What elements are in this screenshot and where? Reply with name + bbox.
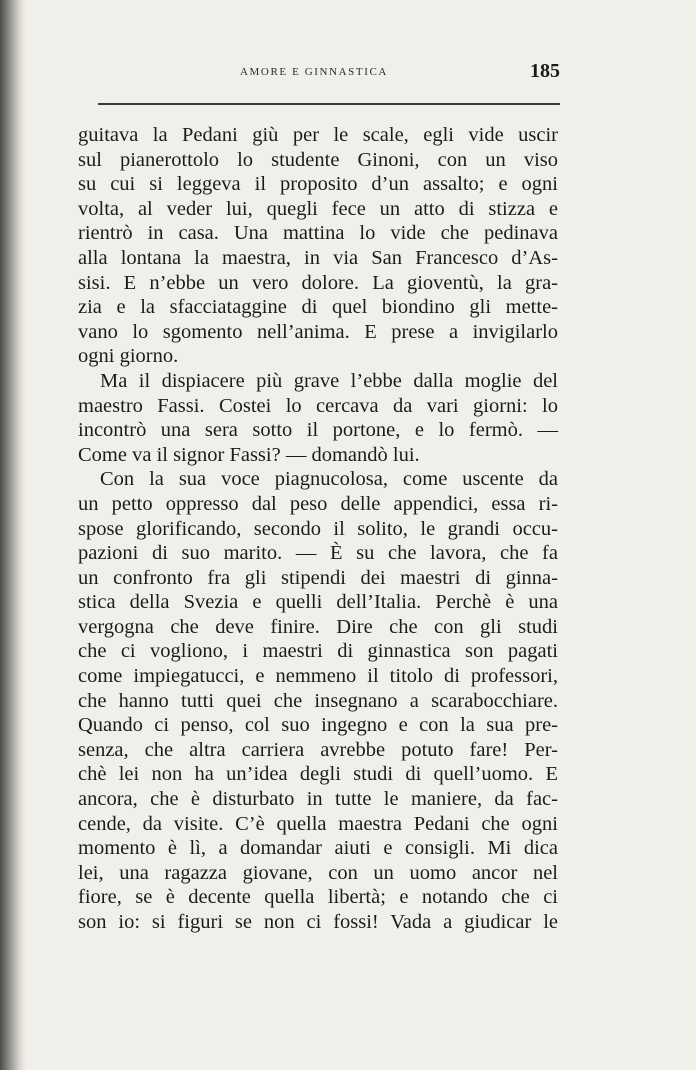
- text-line: vergogna che deve finire. Dire che con gli studi: [78, 615, 558, 638]
- text-line: stica della Svezia e quelli dell’Italia. Perchè è una: [78, 591, 558, 614]
- text-line: sisi. E n’ebbe un vero dolore. La gioventù, la gra-: [78, 271, 558, 294]
- page-number: 185: [530, 60, 560, 82]
- text-line: su cui si leggeva il proposito d’un assalto; e ogni: [78, 173, 558, 196]
- text-line: Ma il dispiacere più grave l’ebbe dalla moglie del: [100, 369, 558, 392]
- text-line: spose glorificando, secondo il solito, le grandi occu-: [78, 517, 558, 540]
- text-line: maestro Fassi. Costei lo cercava da vari giorni: lo: [78, 394, 558, 417]
- text-line: volta, al veder lui, quegli fece un atto di stizza e: [78, 197, 558, 220]
- body-text: [78, 123, 558, 935]
- text-line: ancora, che è disturbato in tutte le maniere, da fac-: [78, 788, 558, 811]
- text-line: incontrò una sera sotto il portone, e lo fermò. —: [78, 419, 558, 442]
- text-line: che ci vogliono, i maestri di ginnastica son pagati: [78, 640, 558, 663]
- text-line: fiore, se è decente quella libertà; e notando che ci: [78, 886, 558, 909]
- text-line: Come va il signor Fassi? — domandò lui.: [78, 443, 420, 466]
- running-title: AMORE E GINNASTICA: [240, 66, 388, 78]
- text-line: son io: si figuri se non ci fossi! Vada a giudicar le: [78, 911, 558, 933]
- text-line: pazioni di suo marito. — È su che lavora, che fa: [78, 542, 558, 565]
- text-line: sul pianerottolo lo studente Ginoni, con un viso: [78, 148, 558, 171]
- text-line: come impiegatucci, e nemmeno il titolo di professori,: [78, 665, 558, 688]
- text-line: un confronto fra gli stipendi dei maestri di ginna-: [78, 566, 558, 589]
- text-line: Con la sua voce piagnucolosa, come uscente da: [100, 468, 558, 491]
- text-line: ogni giorno.: [78, 345, 179, 368]
- text-line: alla lontana la maestra, in via San Francesco d’As-: [78, 246, 558, 269]
- text-line: momento è lì, a domandar aiuti e consigli. Mi dica: [78, 837, 558, 860]
- text-line: senza, che altra carriera avrebbe potuto fare! Per-: [78, 738, 558, 761]
- text-line: rientrò in casa. Una mattina lo vide che pedinava: [78, 222, 558, 245]
- text-line: un petto oppresso dal peso delle appendici, essa ri-: [78, 492, 558, 515]
- text-line: che hanno tutti quei che insegnano a scarabocchiare.: [78, 689, 558, 712]
- text-line: chè lei non ha un’idea degli studi di quell’uomo. E: [78, 763, 558, 786]
- text-line: guitava la Pedani giù per le scale, egli vide uscir: [78, 124, 558, 146]
- text-line: cende, da visite. C’è quella maestra Pedani che ogni: [78, 812, 558, 835]
- text-line: lei, una ragazza giovane, con un uomo ancor nel: [78, 861, 558, 884]
- text-line: Quando ci penso, col suo ingegno e con la sua pre-: [78, 714, 558, 737]
- text-line: vano lo sgomento nell’anima. E prese a invigilarlo: [78, 320, 558, 343]
- page-gutter-shadow: [0, 0, 26, 1070]
- text-line: zia e la sfacciataggine di quel biondino gli mette-: [78, 296, 558, 319]
- header-rule: [98, 103, 560, 105]
